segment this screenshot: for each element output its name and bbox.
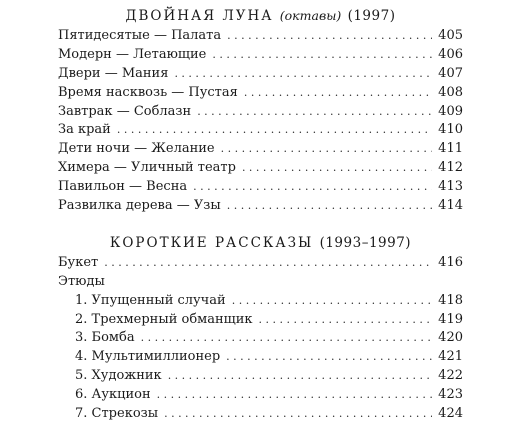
toc-subentry bbox=[58, 367, 463, 386]
toc-entry-page: 420 bbox=[438, 330, 463, 346]
section-heading-title: ДВОЙНАЯ ЛУНА bbox=[125, 8, 274, 24]
dot-leader bbox=[244, 84, 432, 103]
dot-leader bbox=[226, 348, 432, 367]
toc-subentry bbox=[58, 311, 463, 330]
dot-leader bbox=[193, 178, 432, 197]
toc-entry-title: Завтрак — Соблазн bbox=[58, 103, 192, 119]
toc-entry-page: 422 bbox=[438, 368, 463, 384]
dot-leader bbox=[157, 386, 433, 405]
section-heading-title: КОРОТКИЕ РАССКАЗЫ bbox=[109, 234, 314, 251]
dot-leader bbox=[104, 254, 432, 273]
toc-entry-page: 411 bbox=[438, 141, 463, 157]
toc-entry-page: 424 bbox=[438, 406, 463, 422]
toc-entry-title: 4. Мультимиллионер bbox=[75, 349, 221, 365]
toc-entry-title: Павильон — Весна bbox=[58, 179, 188, 195]
toc-entry bbox=[58, 84, 463, 103]
toc-subentry bbox=[58, 292, 463, 311]
toc-entry bbox=[58, 65, 463, 84]
dot-leader bbox=[117, 121, 432, 140]
toc-entry-page: 418 bbox=[438, 292, 463, 308]
toc-entry bbox=[58, 178, 463, 197]
dot-leader bbox=[221, 140, 433, 159]
toc-entry-title: 6. Аукцион bbox=[75, 387, 151, 403]
toc-subentry bbox=[58, 329, 463, 348]
dot-leader bbox=[232, 292, 432, 311]
toc-entry bbox=[58, 103, 463, 122]
toc-entry-page: 405 bbox=[438, 28, 463, 43]
dot-leader bbox=[168, 367, 432, 386]
toc-entry-title: Дети ночи — Желание bbox=[58, 141, 215, 157]
section-heading-note: (октавы) bbox=[279, 8, 342, 23]
toc-entry-page: 416 bbox=[438, 254, 463, 270]
toc-entry bbox=[58, 197, 463, 216]
dot-leader bbox=[212, 46, 432, 65]
dot-leader bbox=[164, 405, 432, 424]
dot-leader bbox=[259, 311, 433, 330]
toc-entry-page: 419 bbox=[438, 311, 463, 327]
dot-leader bbox=[197, 103, 432, 122]
toc-entry-page: 423 bbox=[438, 387, 463, 403]
toc-entry-title: Модерн — Летающие bbox=[58, 46, 207, 62]
toc-entry bbox=[58, 159, 463, 178]
toc-entry-title: Развилка дерева — Узы bbox=[58, 198, 221, 214]
toc-entry-page: 408 bbox=[438, 84, 463, 100]
toc-entry-page: 413 bbox=[438, 179, 463, 195]
toc-entry-title: 3. Бомба bbox=[75, 330, 135, 346]
toc-entry-title: Время насквозь — Пустая bbox=[58, 84, 238, 100]
toc-entry-page: 414 bbox=[438, 198, 463, 214]
table-of-contents bbox=[58, 6, 463, 424]
toc-subentry bbox=[58, 386, 463, 405]
toc-entry-title: За край bbox=[58, 122, 111, 138]
toc-entry-page: 407 bbox=[438, 65, 463, 81]
toc-entry bbox=[58, 254, 463, 273]
toc-entry bbox=[58, 121, 463, 140]
section-heading bbox=[58, 233, 463, 253]
toc-entry-title: Двери — Мания bbox=[58, 65, 169, 81]
toc-subentry bbox=[58, 405, 463, 424]
toc-entry bbox=[58, 140, 463, 159]
toc-entry-title: Химера — Уличный театр bbox=[58, 160, 236, 176]
toc-entry bbox=[58, 46, 463, 65]
toc-entry-page: 409 bbox=[438, 103, 463, 119]
toc-entry-title: 7. Стрекозы bbox=[75, 406, 159, 422]
toc-entry-page: 421 bbox=[438, 349, 463, 365]
dot-leader bbox=[242, 159, 432, 178]
toc-entry-title: Букет bbox=[58, 254, 99, 270]
toc-entry bbox=[58, 27, 463, 46]
section-heading-years: (1997) bbox=[347, 8, 396, 24]
toc-entry-title: 2. Трехмерный обманщик bbox=[75, 311, 253, 327]
section-heading bbox=[58, 6, 463, 26]
dot-leader bbox=[141, 329, 433, 348]
toc-entry-title: 5. Художник bbox=[75, 368, 162, 384]
toc-subentry bbox=[58, 348, 463, 367]
toc-entry-title: 1. Упущенный случай bbox=[75, 292, 226, 308]
toc-entry-page: 410 bbox=[438, 122, 463, 138]
dot-leader bbox=[227, 27, 432, 46]
toc-entry-page: 412 bbox=[438, 160, 463, 176]
dot-leader bbox=[174, 65, 432, 84]
section-heading-years: (1993–1997) bbox=[319, 234, 412, 251]
toc-entry-page: 406 bbox=[438, 46, 463, 62]
dot-leader bbox=[227, 197, 432, 216]
toc-group-label: Этюды bbox=[58, 273, 105, 289]
section-spacer bbox=[58, 216, 463, 233]
toc-entry-title: Пятидесятые — Палата bbox=[58, 28, 222, 43]
